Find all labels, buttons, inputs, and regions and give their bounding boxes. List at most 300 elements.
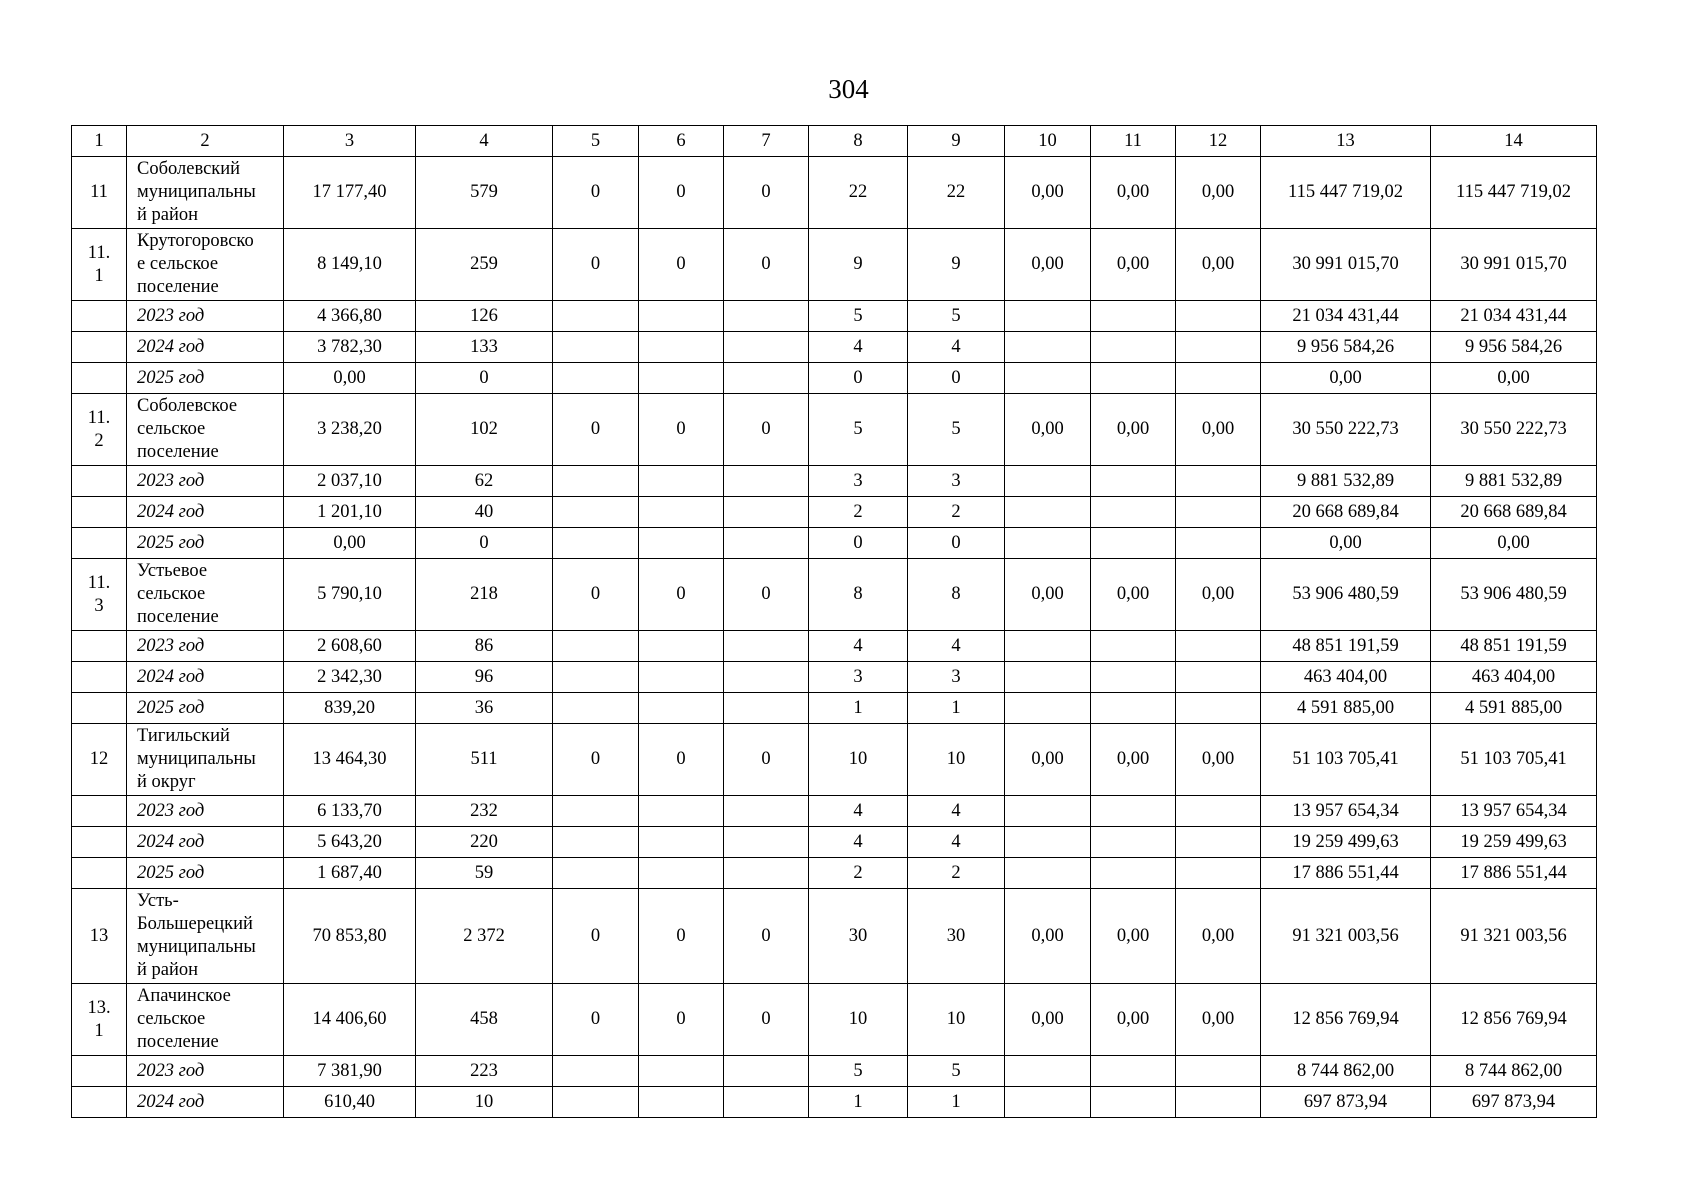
header-cell: 2 xyxy=(127,126,284,157)
value-cell: 610,40 xyxy=(284,1087,416,1118)
value-cell: 0 xyxy=(553,559,639,631)
value-cell: 458 xyxy=(416,984,553,1056)
value-cell xyxy=(1005,858,1091,889)
value-cell: 62 xyxy=(416,466,553,497)
value-cell xyxy=(553,466,639,497)
row-name-cell xyxy=(127,157,284,229)
value-cell: 10 xyxy=(416,1087,553,1118)
header-cell: 7 xyxy=(724,126,809,157)
value-cell: 0,00 xyxy=(1091,889,1176,984)
value-cell: 0 xyxy=(416,363,553,394)
value-cell: 9 881 532,89 xyxy=(1431,466,1597,497)
value-cell: 4 xyxy=(809,827,908,858)
value-cell: 91 321 003,56 xyxy=(1431,889,1597,984)
value-cell xyxy=(1005,693,1091,724)
value-cell: 10 xyxy=(908,724,1005,796)
row-name-line: муниципальны xyxy=(137,937,256,957)
value-cell: 0 xyxy=(553,889,639,984)
page-number: 304 xyxy=(828,74,869,104)
value-cell: 3 xyxy=(809,662,908,693)
table-subrow xyxy=(72,858,1597,889)
value-cell xyxy=(724,858,809,889)
value-cell: 19 259 499,63 xyxy=(1261,827,1431,858)
value-cell: 223 xyxy=(416,1056,553,1087)
value-cell: 12 856 769,94 xyxy=(1431,984,1597,1056)
value-cell: 0 xyxy=(724,559,809,631)
value-cell xyxy=(1176,1087,1261,1118)
row-number-cell xyxy=(72,631,127,662)
value-cell: 3 782,30 xyxy=(284,332,416,363)
row-name-line: 2023 год xyxy=(137,1060,205,1081)
table-row xyxy=(72,394,1597,466)
value-cell xyxy=(1176,662,1261,693)
row-number-cell xyxy=(72,497,127,528)
value-cell xyxy=(639,1087,724,1118)
row-number-line: 13 xyxy=(89,925,109,946)
value-cell xyxy=(1091,662,1176,693)
value-cell: 0 xyxy=(724,394,809,466)
value-cell: 0,00 xyxy=(1176,229,1261,301)
value-cell: 0 xyxy=(724,724,809,796)
value-cell: 4 xyxy=(908,796,1005,827)
value-cell: 2 037,10 xyxy=(284,466,416,497)
value-cell: 5 xyxy=(908,301,1005,332)
value-cell: 115 447 719,02 xyxy=(1261,157,1431,229)
value-cell: 19 259 499,63 xyxy=(1431,827,1597,858)
row-number-line: 11. xyxy=(87,407,111,428)
value-cell xyxy=(553,301,639,332)
value-cell xyxy=(1005,796,1091,827)
value-cell: 2 xyxy=(908,858,1005,889)
value-cell: 0 xyxy=(724,889,809,984)
value-cell: 0,00 xyxy=(1176,157,1261,229)
value-cell: 1 xyxy=(908,1087,1005,1118)
value-cell xyxy=(639,332,724,363)
value-cell: 5 xyxy=(809,394,908,466)
row-name-line: Соболевский xyxy=(137,159,241,179)
value-cell xyxy=(553,796,639,827)
table-body xyxy=(72,126,1597,1118)
row-name-line: поселение xyxy=(137,1032,219,1052)
value-cell: 30 991 015,70 xyxy=(1431,229,1597,301)
row-name-cell xyxy=(127,301,284,332)
row-name-line: 2024 год xyxy=(137,336,205,357)
value-cell: 48 851 191,59 xyxy=(1261,631,1431,662)
row-name-line: 2025 год xyxy=(137,367,205,388)
value-cell: 5 xyxy=(908,394,1005,466)
value-cell: 259 xyxy=(416,229,553,301)
value-cell xyxy=(724,528,809,559)
value-cell xyxy=(1176,301,1261,332)
header-cell: 4 xyxy=(416,126,553,157)
value-cell xyxy=(1005,631,1091,662)
value-cell: 17 886 551,44 xyxy=(1431,858,1597,889)
value-cell: 0,00 xyxy=(284,528,416,559)
row-name-line: Большерецкий xyxy=(137,914,253,934)
value-cell: 2 608,60 xyxy=(284,631,416,662)
value-cell xyxy=(724,827,809,858)
value-cell xyxy=(639,363,724,394)
row-name-line: 2023 год xyxy=(137,635,205,656)
value-cell: 30 550 222,73 xyxy=(1261,394,1431,466)
row-name-cell xyxy=(127,984,284,1056)
header-cell: 10 xyxy=(1005,126,1091,157)
value-cell: 4 xyxy=(908,631,1005,662)
row-name-cell xyxy=(127,693,284,724)
value-cell xyxy=(724,363,809,394)
value-cell xyxy=(1176,528,1261,559)
row-name-cell xyxy=(127,528,284,559)
value-cell xyxy=(553,332,639,363)
row-number-cell xyxy=(72,528,127,559)
header-cell: 9 xyxy=(908,126,1005,157)
value-cell: 0 xyxy=(553,229,639,301)
value-cell: 0,00 xyxy=(284,363,416,394)
header-cell: 12 xyxy=(1176,126,1261,157)
value-cell: 0,00 xyxy=(1005,157,1091,229)
row-number-cell xyxy=(72,466,127,497)
row-name-line: й округ xyxy=(137,772,196,792)
value-cell xyxy=(1091,1056,1176,1087)
value-cell xyxy=(639,1056,724,1087)
value-cell: 0 xyxy=(809,363,908,394)
row-number-line: 3 xyxy=(94,595,104,616)
row-number-cell xyxy=(72,1087,127,1118)
row-number-line: 11 xyxy=(90,182,108,202)
row-name-cell xyxy=(127,363,284,394)
value-cell: 0 xyxy=(639,157,724,229)
row-name-line: 2024 год xyxy=(137,666,205,687)
value-cell xyxy=(553,693,639,724)
value-cell: 22 xyxy=(908,157,1005,229)
value-cell xyxy=(553,1056,639,1087)
value-cell: 511 xyxy=(416,724,553,796)
value-cell xyxy=(1091,301,1176,332)
value-cell: 0 xyxy=(908,528,1005,559)
table-subrow xyxy=(72,528,1597,559)
value-cell: 6 133,70 xyxy=(284,796,416,827)
value-cell xyxy=(639,301,724,332)
row-number-cell xyxy=(72,693,127,724)
row-name-cell xyxy=(127,1056,284,1087)
value-cell xyxy=(1005,466,1091,497)
value-cell: 21 034 431,44 xyxy=(1261,301,1431,332)
row-name-line: 2025 год xyxy=(137,862,205,883)
row-name-line: муниципальны xyxy=(137,749,256,769)
value-cell xyxy=(1176,332,1261,363)
value-cell: 0,00 xyxy=(1005,559,1091,631)
value-cell: 0,00 xyxy=(1091,724,1176,796)
value-cell: 697 873,94 xyxy=(1431,1087,1597,1118)
value-cell: 0 xyxy=(639,559,724,631)
row-name-line: 2024 год xyxy=(137,1091,205,1112)
value-cell xyxy=(553,528,639,559)
row-name-cell xyxy=(127,332,284,363)
table-subrow xyxy=(72,796,1597,827)
row-name-line: 2023 год xyxy=(137,800,205,821)
data-table xyxy=(71,125,1597,1118)
value-cell: 40 xyxy=(416,497,553,528)
value-cell xyxy=(724,1056,809,1087)
value-cell: 30 xyxy=(809,889,908,984)
value-cell: 0,00 xyxy=(1091,157,1176,229)
value-cell: 0 xyxy=(553,157,639,229)
value-cell: 4 xyxy=(908,827,1005,858)
row-number-cell xyxy=(72,662,127,693)
value-cell xyxy=(639,528,724,559)
row-name-line: сельское xyxy=(137,584,206,604)
value-cell: 0 xyxy=(724,157,809,229)
value-cell xyxy=(724,466,809,497)
value-cell: 0,00 xyxy=(1005,229,1091,301)
value-cell: 0 xyxy=(639,984,724,1056)
row-name-line: й район xyxy=(137,960,199,980)
row-number-cell xyxy=(72,889,127,984)
row-number-cell xyxy=(72,827,127,858)
value-cell: 0 xyxy=(809,528,908,559)
row-name-line: 2025 год xyxy=(137,697,205,718)
header-cell: 11 xyxy=(1091,126,1176,157)
value-cell: 0,00 xyxy=(1091,394,1176,466)
value-cell xyxy=(1176,858,1261,889)
value-cell: 17 177,40 xyxy=(284,157,416,229)
value-cell: 30 550 222,73 xyxy=(1431,394,1597,466)
value-cell xyxy=(639,631,724,662)
value-cell: 463 404,00 xyxy=(1431,662,1597,693)
value-cell: 48 851 191,59 xyxy=(1431,631,1597,662)
value-cell: 10 xyxy=(809,724,908,796)
row-name-cell xyxy=(127,497,284,528)
value-cell: 21 034 431,44 xyxy=(1431,301,1597,332)
value-cell: 30 991 015,70 xyxy=(1261,229,1431,301)
value-cell xyxy=(1091,631,1176,662)
row-name-line: сельское xyxy=(137,419,206,439)
row-number-cell xyxy=(72,301,127,332)
value-cell: 20 668 689,84 xyxy=(1431,497,1597,528)
header-cell: 14 xyxy=(1431,126,1597,157)
row-name-line: 2023 год xyxy=(137,305,205,326)
value-cell: 51 103 705,41 xyxy=(1261,724,1431,796)
header-cell: 13 xyxy=(1261,126,1431,157)
value-cell: 7 381,90 xyxy=(284,1056,416,1087)
value-cell: 0 xyxy=(639,229,724,301)
value-cell: 0,00 xyxy=(1091,559,1176,631)
value-cell: 8 xyxy=(809,559,908,631)
value-cell: 9 xyxy=(809,229,908,301)
value-cell xyxy=(553,363,639,394)
row-name-line: Тигильский xyxy=(137,726,230,746)
row-name-cell xyxy=(127,724,284,796)
value-cell: 0 xyxy=(639,724,724,796)
value-cell xyxy=(1005,1056,1091,1087)
row-name-line: Апачинское xyxy=(137,986,231,1006)
row-number-line: 13. xyxy=(87,997,111,1018)
table-subrow xyxy=(72,363,1597,394)
row-name-cell xyxy=(127,1087,284,1118)
value-cell: 30 xyxy=(908,889,1005,984)
value-cell: 8 744 862,00 xyxy=(1431,1056,1597,1087)
value-cell xyxy=(1176,827,1261,858)
value-cell xyxy=(1005,332,1091,363)
value-cell: 9 xyxy=(908,229,1005,301)
value-cell xyxy=(1091,497,1176,528)
value-cell: 36 xyxy=(416,693,553,724)
value-cell xyxy=(553,1087,639,1118)
row-number-cell xyxy=(72,229,127,301)
value-cell xyxy=(639,497,724,528)
row-number-cell xyxy=(72,394,127,466)
row-name-line: е сельское xyxy=(137,254,219,274)
value-cell: 2 342,30 xyxy=(284,662,416,693)
value-cell: 4 xyxy=(809,631,908,662)
row-name-line: 2024 год xyxy=(137,831,205,852)
value-cell: 20 668 689,84 xyxy=(1261,497,1431,528)
value-cell: 51 103 705,41 xyxy=(1431,724,1597,796)
header-cell: 1 xyxy=(72,126,127,157)
value-cell: 4 591 885,00 xyxy=(1261,693,1431,724)
header-cell: 6 xyxy=(639,126,724,157)
value-cell: 0 xyxy=(639,394,724,466)
value-cell xyxy=(1005,363,1091,394)
row-number-line: 12 xyxy=(89,749,109,769)
value-cell: 839,20 xyxy=(284,693,416,724)
row-name-cell xyxy=(127,889,284,984)
value-cell: 9 881 532,89 xyxy=(1261,466,1431,497)
row-name-cell xyxy=(127,631,284,662)
row-name-line: 2025 год xyxy=(137,532,205,553)
row-number-cell xyxy=(72,559,127,631)
value-cell: 115 447 719,02 xyxy=(1431,157,1597,229)
table-subrow xyxy=(72,827,1597,858)
value-cell xyxy=(639,466,724,497)
value-cell: 0,00 xyxy=(1261,363,1431,394)
value-cell xyxy=(1091,827,1176,858)
value-cell xyxy=(1005,827,1091,858)
value-cell xyxy=(553,497,639,528)
value-cell xyxy=(639,858,724,889)
table-subrow xyxy=(72,301,1597,332)
value-cell: 1 687,40 xyxy=(284,858,416,889)
row-name-cell xyxy=(127,662,284,693)
table-row xyxy=(72,157,1597,229)
row-number-line: 1 xyxy=(94,1020,104,1041)
value-cell: 0 xyxy=(553,394,639,466)
row-name-cell xyxy=(127,827,284,858)
value-cell: 0,00 xyxy=(1176,889,1261,984)
row-number-line: 2 xyxy=(94,430,104,451)
value-cell xyxy=(553,631,639,662)
value-cell: 14 406,60 xyxy=(284,984,416,1056)
row-number-cell xyxy=(72,858,127,889)
value-cell xyxy=(1176,796,1261,827)
value-cell: 53 906 480,59 xyxy=(1431,559,1597,631)
value-cell: 70 853,80 xyxy=(284,889,416,984)
value-cell xyxy=(1176,363,1261,394)
value-cell xyxy=(1091,796,1176,827)
value-cell: 0,00 xyxy=(1431,528,1597,559)
value-cell: 463 404,00 xyxy=(1261,662,1431,693)
value-cell: 0,00 xyxy=(1431,363,1597,394)
value-cell: 13 957 654,34 xyxy=(1261,796,1431,827)
value-cell xyxy=(1176,1056,1261,1087)
row-name-line: Усть- xyxy=(137,891,179,911)
value-cell: 0,00 xyxy=(1005,889,1091,984)
row-name-cell xyxy=(127,559,284,631)
value-cell: 0,00 xyxy=(1261,528,1431,559)
value-cell: 0,00 xyxy=(1005,394,1091,466)
value-cell xyxy=(1176,466,1261,497)
row-number-cell xyxy=(72,332,127,363)
value-cell xyxy=(553,827,639,858)
value-cell: 4 xyxy=(809,332,908,363)
row-number-cell xyxy=(72,796,127,827)
value-cell: 3 xyxy=(908,466,1005,497)
value-cell: 53 906 480,59 xyxy=(1261,559,1431,631)
row-name-cell xyxy=(127,796,284,827)
value-cell xyxy=(1091,332,1176,363)
value-cell: 4 xyxy=(809,796,908,827)
table-row xyxy=(72,229,1597,301)
row-name-cell xyxy=(127,394,284,466)
value-cell: 13 957 654,34 xyxy=(1431,796,1597,827)
row-name-line: й район xyxy=(137,205,199,225)
value-cell xyxy=(1176,631,1261,662)
value-cell: 5 xyxy=(809,1056,908,1087)
value-cell: 3 238,20 xyxy=(284,394,416,466)
value-cell: 22 xyxy=(809,157,908,229)
value-cell xyxy=(639,796,724,827)
value-cell: 1 201,10 xyxy=(284,497,416,528)
value-cell: 5 xyxy=(908,1056,1005,1087)
value-cell: 0,00 xyxy=(1091,229,1176,301)
value-cell: 4 366,80 xyxy=(284,301,416,332)
value-cell: 220 xyxy=(416,827,553,858)
row-name-line: поселение xyxy=(137,277,219,297)
table-subrow xyxy=(72,693,1597,724)
value-cell: 12 856 769,94 xyxy=(1261,984,1431,1056)
header-cell: 8 xyxy=(809,126,908,157)
row-name-line: 2024 год xyxy=(137,501,205,522)
value-cell: 10 xyxy=(908,984,1005,1056)
value-cell: 0 xyxy=(416,528,553,559)
value-cell: 5 790,10 xyxy=(284,559,416,631)
value-cell: 0 xyxy=(724,229,809,301)
value-cell: 17 886 551,44 xyxy=(1261,858,1431,889)
value-cell xyxy=(1091,693,1176,724)
header-cell: 5 xyxy=(553,126,639,157)
value-cell: 9 956 584,26 xyxy=(1261,332,1431,363)
value-cell xyxy=(639,693,724,724)
value-cell xyxy=(553,858,639,889)
row-name-line: Устьевое xyxy=(137,561,208,581)
row-name-line: Крутогоровско xyxy=(137,231,254,251)
value-cell: 0 xyxy=(724,984,809,1056)
value-cell: 2 xyxy=(809,858,908,889)
table-row xyxy=(72,724,1597,796)
value-cell: 3 xyxy=(908,662,1005,693)
table-row xyxy=(72,889,1597,984)
row-name-line: Соболевское xyxy=(137,396,238,416)
value-cell: 579 xyxy=(416,157,553,229)
value-cell: 1 xyxy=(809,1087,908,1118)
value-cell xyxy=(724,497,809,528)
value-cell xyxy=(553,662,639,693)
value-cell: 3 xyxy=(809,466,908,497)
header-cell: 3 xyxy=(284,126,416,157)
value-cell: 218 xyxy=(416,559,553,631)
value-cell xyxy=(1005,528,1091,559)
value-cell: 0,00 xyxy=(1176,559,1261,631)
